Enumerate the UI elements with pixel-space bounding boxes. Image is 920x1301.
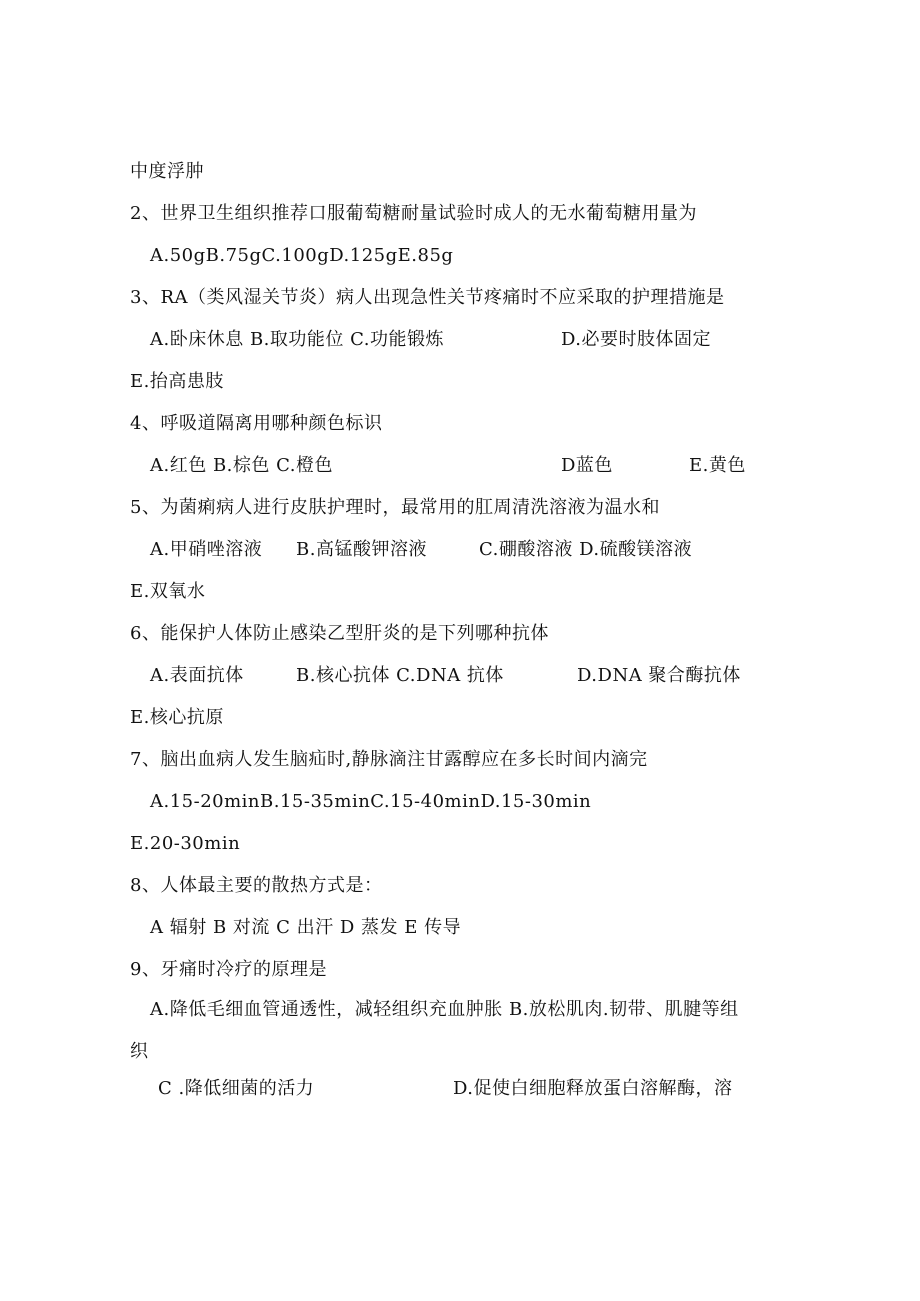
question-9-option-b-cont: 织 xyxy=(130,1041,149,1062)
question-3-option-e: E.抬高患肢 xyxy=(130,371,224,392)
question-8-options: A 辐射 B 对流 C 出汗 D 蒸发 E 传导 xyxy=(150,917,462,938)
option-d: D.DNA 聚合酶抗体 xyxy=(577,665,741,686)
option-c: C .降低细菌的活力 xyxy=(158,1078,315,1099)
option-d: D蓝色 xyxy=(561,455,613,476)
question-6-option-e: E.核心抗原 xyxy=(130,707,224,728)
question-9-option-ab: A.降低毛细血管通透性，减轻组织充血肿胀 B.放松肌肉.韧带、肌腱等组 xyxy=(150,999,739,1020)
question-7-options: A.15-20minB.15-35minC.15-40minD.15-30min xyxy=(150,791,592,812)
option-a: A.表面抗体 xyxy=(150,665,244,686)
text-line: 中度浮肿 xyxy=(130,161,204,182)
option-group: A.红色 B.棕色 C.橙色 xyxy=(150,455,333,476)
question-7: 7、脑出血病人发生脑疝时,静脉滴注甘露醇应在多长时间内滴完 xyxy=(130,749,648,770)
question-6: 6、能保护人体防止感染乙型肝炎的是下列哪种抗体 xyxy=(130,623,549,644)
question-3: 3、RA（类风湿关节炎）病人出现急性关节疼痛时不应采取的护理措施是 xyxy=(130,287,725,308)
question-2-options: A.50gB.75gC.100gD.125gE.85g xyxy=(150,245,454,266)
option-a: A.甲硝唑溶液 xyxy=(150,539,263,560)
option-d: D.必要时肢体固定 xyxy=(561,329,712,350)
option-b: B.高锰酸钾溶液 xyxy=(296,539,427,560)
question-9: 9、牙痛时冷疗的原理是 xyxy=(130,959,327,980)
option-d: D.促使白细胞释放蛋白溶解酶，溶 xyxy=(453,1078,733,1099)
option-group: A.卧床休息 B.取功能位 C.功能锻炼 xyxy=(150,329,444,350)
option-bc: B.核心抗体 C.DNA 抗体 xyxy=(296,665,504,686)
question-2: 2、世界卫生组织推荐口服葡萄糖耐量试验时成人的无水葡萄糖用量为 xyxy=(130,203,697,224)
question-5-option-e: E.双氧水 xyxy=(130,581,206,602)
question-8: 8、人体最主要的散热方式是： xyxy=(130,875,383,896)
question-7-option-e: E.20-30min xyxy=(130,833,241,854)
question-4: 4、呼吸道隔离用哪种颜色标识 xyxy=(130,413,383,434)
option-cd: C.硼酸溶液 D.硫酸镁溶液 xyxy=(479,539,693,560)
option-e: E.黄色 xyxy=(689,455,746,476)
question-5: 5、为菌痢病人进行皮肤护理时，最常用的肛周清洗溶液为温水和 xyxy=(130,497,660,518)
